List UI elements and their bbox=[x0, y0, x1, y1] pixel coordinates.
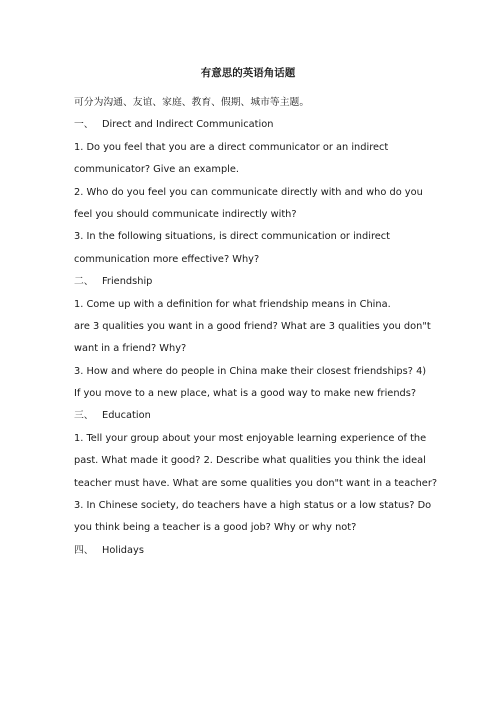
section-title: Holidays bbox=[102, 544, 144, 556]
paragraph-line: past. What made it good? 2. Describe what qualities you think the ideal bbox=[74, 455, 426, 467]
paragraph-line: 3. In Chinese society, do teachers have a high status or a low status? Do bbox=[74, 500, 432, 512]
section-title: Direct and Indirect Communication bbox=[102, 119, 274, 131]
document-body bbox=[74, 92, 438, 562]
section-heading bbox=[74, 114, 424, 136]
intro-text: 可分为沟通、友谊、家庭、教育、假期、城市等主题。 bbox=[74, 97, 310, 108]
paragraph-line: communicator? Give an example. bbox=[74, 164, 240, 176]
section-number: 三、 bbox=[74, 410, 94, 422]
paragraph-line: 1. Tell your group about your most enjoyable learning experience of the bbox=[74, 432, 427, 444]
section-title: Friendship bbox=[102, 276, 153, 288]
paragraph-line: 1. Come up with a definition for what friendship means in China. bbox=[74, 298, 391, 310]
paragraph-line: 1. Do you feel that you are a direct communicator or an indirect bbox=[74, 141, 389, 153]
section-heading bbox=[74, 271, 424, 293]
section-heading bbox=[74, 405, 424, 427]
section-heading bbox=[74, 540, 424, 562]
paragraph-line: communication more effective? Why? bbox=[74, 253, 260, 265]
section-number: 四、 bbox=[74, 544, 94, 556]
paragraph-line: teacher must have. What are some qualities you don"t want in a teacher? bbox=[74, 477, 438, 489]
paragraph-line: are 3 qualities you want in a good friend? What are 3 qualities you don"t bbox=[74, 320, 431, 332]
paragraph-line: feel you should communicate indirectly with? bbox=[74, 208, 297, 220]
paragraph-line: If you move to a new place, what is a good way to make new friends? bbox=[74, 388, 417, 400]
paragraph-line: 3. In the following situations, is direct communication or indirect bbox=[74, 231, 391, 243]
section-title: Education bbox=[102, 410, 151, 422]
section-number: 一、 bbox=[74, 119, 94, 131]
document-title: 有意思的英语角话题 bbox=[200, 67, 296, 79]
paragraph-line: want in a friend? Why? bbox=[74, 343, 187, 355]
paragraph-line: 3. How and where do people in China make their closest friendships? 4) bbox=[74, 365, 427, 377]
paragraph-line: 2. Who do you feel you can communicate directly with and who do you bbox=[74, 186, 423, 198]
section-number: 二、 bbox=[74, 276, 94, 288]
paragraph-line: you think being a teacher is a good job? Why or why not? bbox=[74, 522, 357, 534]
